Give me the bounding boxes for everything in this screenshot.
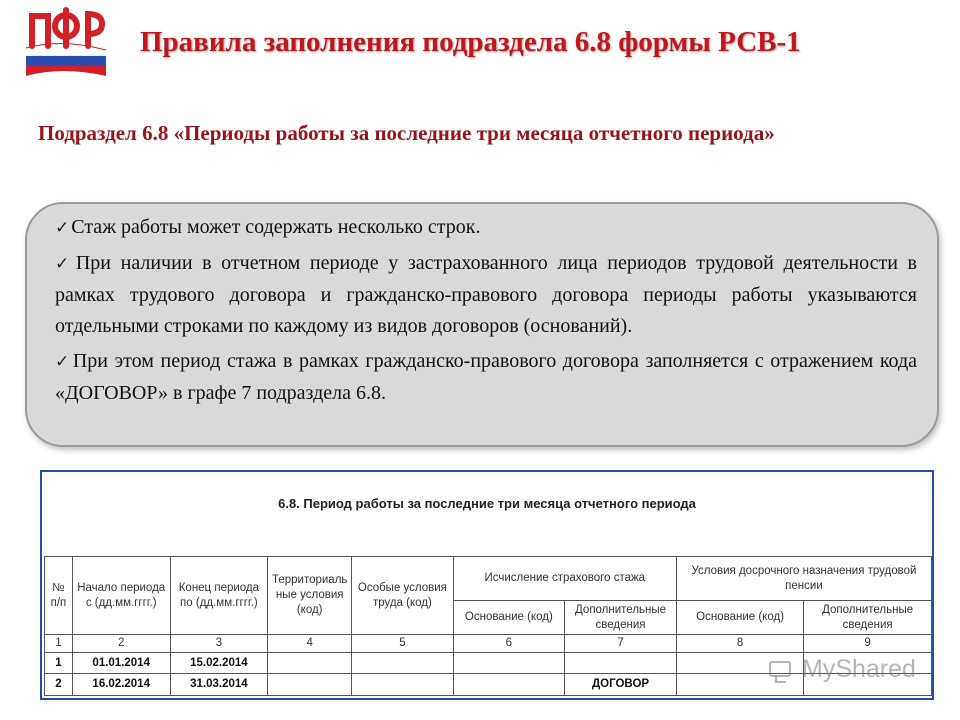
checkmark-icon: ✓ — [55, 254, 74, 274]
pfr-logo — [22, 4, 110, 78]
table-cell — [268, 653, 352, 674]
pfr-monogram-icon — [32, 10, 102, 46]
table-cell — [453, 674, 565, 696]
checkmark-icon: ✓ — [55, 352, 71, 372]
header-start: Начало периода с (дд.мм.гггг.) — [72, 557, 170, 635]
form-table-frame — [40, 470, 934, 700]
table-cell — [268, 674, 352, 696]
header-territorial: Территориаль ные условия (код) — [268, 557, 352, 635]
table-cell: 01.01.2014 — [72, 653, 170, 674]
bullet-item: ✓ При наличии в отчетном периоде у застрахованного лица периодов трудовой деятельности в рамках трудового договора и гражданско-правового договора периоды работы указываются отдельными строками по каждому из видов договоров (оснований). — [55, 252, 917, 337]
table-cell: 15.02.2014 — [170, 653, 268, 674]
table-cell: 1 — [45, 653, 73, 674]
table-cell — [352, 674, 453, 696]
table-cell: 16.02.2014 — [72, 674, 170, 696]
header-end: Конец периода по (дд.мм.гггг.) — [170, 557, 268, 635]
col-number: 7 — [565, 635, 677, 653]
table-cell: 31.03.2014 — [170, 674, 268, 696]
bullet-item: ✓ При этом период стажа в рамках гражданско-правового договора заполняется с отражением кода «ДОГОВОР» в графе 7 подраздела 6.8. — [55, 350, 918, 404]
watermark-icon — [768, 658, 798, 684]
header-num: № п/п — [45, 557, 73, 635]
rules-box — [25, 202, 939, 447]
column-number-row — [45, 635, 932, 653]
col-number: 1 — [45, 635, 73, 653]
table-row — [45, 653, 932, 674]
table-row — [45, 674, 932, 696]
col-number: 9 — [804, 635, 932, 653]
table-cell: ДОГОВОР — [565, 674, 677, 696]
header-extra-1: Дополнительные сведения — [565, 601, 677, 635]
col-number: 3 — [170, 635, 268, 653]
header-basis-1: Основание (код) — [453, 601, 565, 635]
col-number: 4 — [268, 635, 352, 653]
table-cell: 2 — [45, 674, 73, 696]
col-number: 8 — [676, 635, 803, 653]
bullet-item: ✓ Стаж работы может содержать несколько строк. — [55, 216, 481, 238]
table-cell — [453, 653, 565, 674]
col-number: 6 — [453, 635, 565, 653]
table-cell — [352, 653, 453, 674]
table-caption: 6.8. Период работы за последние три месяца отчетного периода — [278, 496, 696, 511]
watermark-text: MyShared — [802, 655, 916, 683]
table-cell — [565, 653, 677, 674]
col-number: 5 — [352, 635, 453, 653]
form-table — [44, 556, 932, 696]
header-special: Особые условия труда (код) — [352, 557, 453, 635]
flag-icon — [22, 44, 110, 78]
checkmark-icon: ✓ — [55, 218, 70, 238]
section-subtitle: Подраздел 6.8 «Периоды работы за последние три месяца отчетного периода» — [38, 121, 775, 145]
page-title: Правила заполнения подраздела 6.8 формы РСВ-1 — [140, 26, 801, 58]
header-early-group: Условия досрочного назначения трудовой пенсии — [676, 557, 931, 601]
header-extra-2: Дополнительные сведения — [804, 601, 932, 635]
header-basis-2: Основание (код) — [676, 601, 803, 635]
col-number: 2 — [72, 635, 170, 653]
header-insurance-group: Исчисление страхового стажа — [453, 557, 676, 601]
table-header-row — [45, 557, 932, 601]
